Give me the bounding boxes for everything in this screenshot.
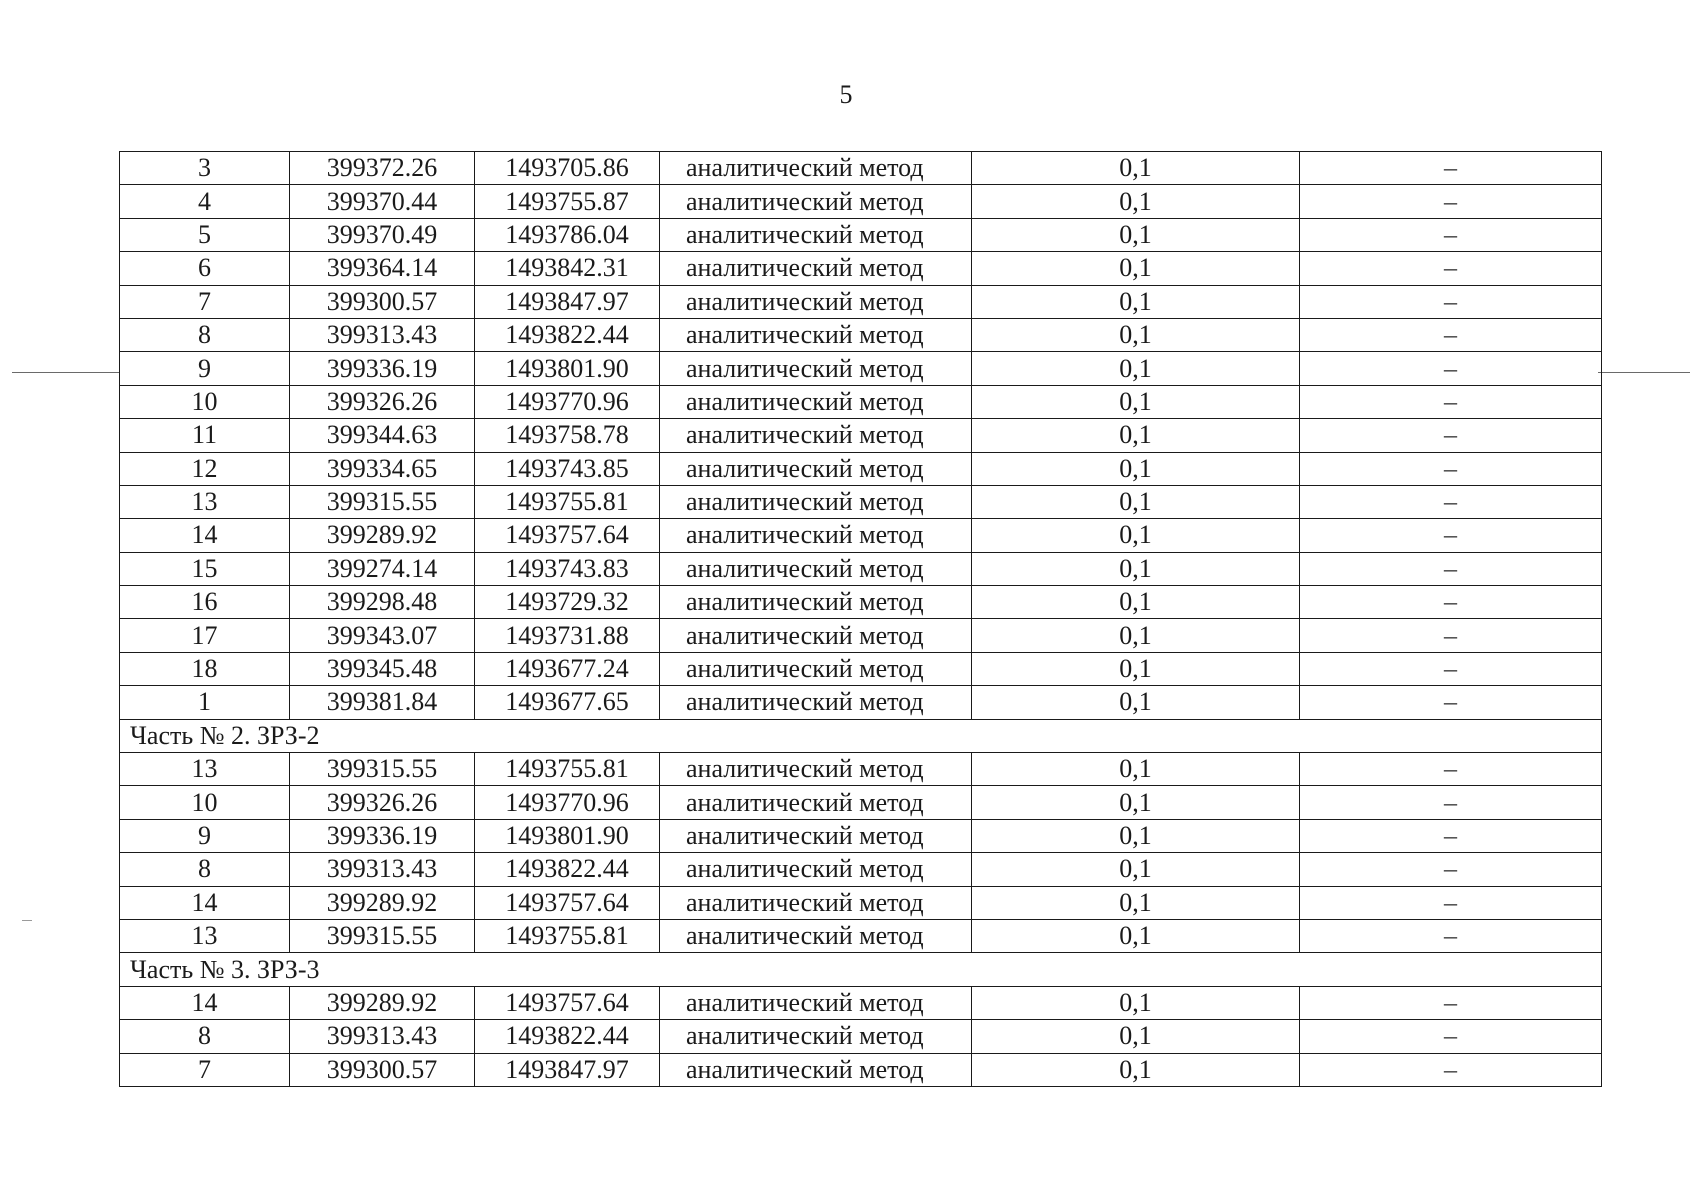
- method-cell: аналитический метод: [660, 352, 972, 385]
- method-cell: аналитический метод: [660, 1053, 972, 1086]
- accuracy-cell: 0,1: [972, 419, 1300, 452]
- point-number-cell: 9: [120, 352, 290, 385]
- accuracy-cell: 0,1: [972, 218, 1300, 251]
- description-cell: –: [1300, 552, 1602, 585]
- table-row: [120, 152, 1602, 185]
- coordinate-y-cell: 1493770.96: [475, 786, 660, 819]
- table-row: [120, 485, 1602, 518]
- accuracy-cell: 0,1: [972, 886, 1300, 919]
- coordinate-x-cell: 399381.84: [290, 686, 475, 719]
- point-number-cell: 13: [120, 753, 290, 786]
- accuracy-cell: 0,1: [972, 1053, 1300, 1086]
- coordinate-x-cell: 399326.26: [290, 385, 475, 418]
- accuracy-cell: 0,1: [972, 753, 1300, 786]
- coordinate-y-cell: 1493755.81: [475, 753, 660, 786]
- table-row: [120, 919, 1602, 952]
- table-row: [120, 318, 1602, 351]
- coordinate-x-cell: 399315.55: [290, 919, 475, 952]
- section-title: Часть № 3. ЗРЗ-3: [120, 953, 1602, 986]
- table-row: [120, 519, 1602, 552]
- table-row: [120, 1053, 1602, 1086]
- table-row: [120, 753, 1602, 786]
- accuracy-cell: 0,1: [972, 452, 1300, 485]
- point-number-cell: 8: [120, 1020, 290, 1053]
- accuracy-cell: 0,1: [972, 652, 1300, 685]
- method-cell: аналитический метод: [660, 886, 972, 919]
- coordinate-x-cell: 399364.14: [290, 252, 475, 285]
- coordinate-x-cell: 399315.55: [290, 485, 475, 518]
- coordinate-x-cell: 399298.48: [290, 586, 475, 619]
- point-number-cell: 7: [120, 285, 290, 318]
- description-cell: –: [1300, 218, 1602, 251]
- section-title: Часть № 2. ЗРЗ-2: [120, 719, 1602, 752]
- point-number-cell: 7: [120, 1053, 290, 1086]
- coordinate-x-cell: 399289.92: [290, 986, 475, 1019]
- point-number-cell: 13: [120, 485, 290, 518]
- point-number-cell: 1: [120, 686, 290, 719]
- table-row: [120, 619, 1602, 652]
- description-cell: –: [1300, 452, 1602, 485]
- table-row: [120, 285, 1602, 318]
- description-cell: –: [1300, 152, 1602, 185]
- coordinate-y-cell: 1493677.65: [475, 686, 660, 719]
- description-cell: –: [1300, 853, 1602, 886]
- table-row: [120, 819, 1602, 852]
- point-number-cell: 5: [120, 218, 290, 251]
- coordinate-x-cell: 399289.92: [290, 886, 475, 919]
- point-number-cell: 12: [120, 452, 290, 485]
- coordinate-x-cell: 399313.43: [290, 318, 475, 351]
- table-row: [120, 352, 1602, 385]
- method-cell: аналитический метод: [660, 652, 972, 685]
- accuracy-cell: 0,1: [972, 986, 1300, 1019]
- point-number-cell: 3: [120, 152, 290, 185]
- accuracy-cell: 0,1: [972, 252, 1300, 285]
- description-cell: –: [1300, 586, 1602, 619]
- method-cell: аналитический метод: [660, 1020, 972, 1053]
- accuracy-cell: 0,1: [972, 1020, 1300, 1053]
- coordinate-x-cell: 399300.57: [290, 285, 475, 318]
- coordinate-y-cell: 1493847.97: [475, 1053, 660, 1086]
- coordinate-y-cell: 1493758.78: [475, 419, 660, 452]
- coordinate-y-cell: 1493755.87: [475, 185, 660, 218]
- accuracy-cell: 0,1: [972, 586, 1300, 619]
- method-cell: аналитический метод: [660, 919, 972, 952]
- coordinate-x-cell: 399315.55: [290, 753, 475, 786]
- section-row: [120, 953, 1602, 986]
- description-cell: –: [1300, 385, 1602, 418]
- description-cell: –: [1300, 686, 1602, 719]
- table-row: [120, 1020, 1602, 1053]
- table-row: [120, 686, 1602, 719]
- coordinate-x-cell: 399336.19: [290, 819, 475, 852]
- point-number-cell: 11: [120, 419, 290, 452]
- coordinate-x-cell: 399300.57: [290, 1053, 475, 1086]
- coordinate-y-cell: 1493786.04: [475, 218, 660, 251]
- table-row: [120, 385, 1602, 418]
- point-number-cell: 8: [120, 853, 290, 886]
- description-cell: –: [1300, 619, 1602, 652]
- table-row: [120, 218, 1602, 251]
- accuracy-cell: 0,1: [972, 819, 1300, 852]
- method-cell: аналитический метод: [660, 485, 972, 518]
- coordinate-y-cell: 1493755.81: [475, 485, 660, 518]
- accuracy-cell: 0,1: [972, 619, 1300, 652]
- accuracy-cell: 0,1: [972, 185, 1300, 218]
- coordinate-x-cell: 399289.92: [290, 519, 475, 552]
- accuracy-cell: 0,1: [972, 352, 1300, 385]
- scan-artifact-dot: [22, 920, 32, 921]
- table-row: [120, 252, 1602, 285]
- description-cell: –: [1300, 419, 1602, 452]
- accuracy-cell: 0,1: [972, 385, 1300, 418]
- description-cell: –: [1300, 986, 1602, 1019]
- point-number-cell: 14: [120, 886, 290, 919]
- point-number-cell: 15: [120, 552, 290, 585]
- description-cell: –: [1300, 1020, 1602, 1053]
- coordinates-table-body: [120, 152, 1602, 1087]
- description-cell: –: [1300, 285, 1602, 318]
- method-cell: аналитический метод: [660, 385, 972, 418]
- section-row: [120, 719, 1602, 752]
- coordinate-y-cell: 1493705.86: [475, 152, 660, 185]
- table-row: [120, 419, 1602, 452]
- accuracy-cell: 0,1: [972, 786, 1300, 819]
- coordinate-x-cell: 399345.48: [290, 652, 475, 685]
- method-cell: аналитический метод: [660, 853, 972, 886]
- description-cell: –: [1300, 252, 1602, 285]
- point-number-cell: 14: [120, 519, 290, 552]
- description-cell: –: [1300, 819, 1602, 852]
- description-cell: –: [1300, 352, 1602, 385]
- coordinate-x-cell: 399334.65: [290, 452, 475, 485]
- table-row: [120, 886, 1602, 919]
- accuracy-cell: 0,1: [972, 919, 1300, 952]
- table-row: [120, 586, 1602, 619]
- coordinate-y-cell: 1493743.85: [475, 452, 660, 485]
- description-cell: –: [1300, 318, 1602, 351]
- point-number-cell: 16: [120, 586, 290, 619]
- description-cell: –: [1300, 786, 1602, 819]
- description-cell: –: [1300, 886, 1602, 919]
- coordinate-x-cell: 399370.49: [290, 218, 475, 251]
- method-cell: аналитический метод: [660, 285, 972, 318]
- accuracy-cell: 0,1: [972, 853, 1300, 886]
- coordinate-y-cell: 1493757.64: [475, 886, 660, 919]
- coordinate-y-cell: 1493757.64: [475, 519, 660, 552]
- description-cell: –: [1300, 919, 1602, 952]
- point-number-cell: 9: [120, 819, 290, 852]
- coordinate-y-cell: 1493842.31: [475, 252, 660, 285]
- method-cell: аналитический метод: [660, 452, 972, 485]
- coordinate-x-cell: 399343.07: [290, 619, 475, 652]
- description-cell: –: [1300, 485, 1602, 518]
- accuracy-cell: 0,1: [972, 485, 1300, 518]
- table-row: [120, 185, 1602, 218]
- coordinate-y-cell: 1493822.44: [475, 853, 660, 886]
- method-cell: аналитический метод: [660, 552, 972, 585]
- coordinate-y-cell: 1493743.83: [475, 552, 660, 585]
- method-cell: аналитический метод: [660, 218, 972, 251]
- method-cell: аналитический метод: [660, 786, 972, 819]
- coordinate-y-cell: 1493755.81: [475, 919, 660, 952]
- accuracy-cell: 0,1: [972, 552, 1300, 585]
- table-row: [120, 652, 1602, 685]
- table-row: [120, 552, 1602, 585]
- accuracy-cell: 0,1: [972, 152, 1300, 185]
- coordinate-y-cell: 1493729.32: [475, 586, 660, 619]
- point-number-cell: 8: [120, 318, 290, 351]
- point-number-cell: 13: [120, 919, 290, 952]
- scan-artifact-line: [1598, 372, 1690, 373]
- point-number-cell: 17: [120, 619, 290, 652]
- coordinate-x-cell: 399313.43: [290, 853, 475, 886]
- coordinates-table: [119, 151, 1602, 1087]
- coordinate-y-cell: 1493822.44: [475, 318, 660, 351]
- method-cell: аналитический метод: [660, 619, 972, 652]
- coordinate-y-cell: 1493677.24: [475, 652, 660, 685]
- method-cell: аналитический метод: [660, 586, 972, 619]
- method-cell: аналитический метод: [660, 252, 972, 285]
- description-cell: –: [1300, 652, 1602, 685]
- coordinate-y-cell: 1493801.90: [475, 819, 660, 852]
- method-cell: аналитический метод: [660, 318, 972, 351]
- page-number: 5: [839, 80, 853, 109]
- coordinate-x-cell: 399336.19: [290, 352, 475, 385]
- table-row: [120, 853, 1602, 886]
- coordinate-x-cell: 399372.26: [290, 152, 475, 185]
- method-cell: аналитический метод: [660, 419, 972, 452]
- method-cell: аналитический метод: [660, 519, 972, 552]
- description-cell: –: [1300, 753, 1602, 786]
- description-cell: –: [1300, 1053, 1602, 1086]
- method-cell: аналитический метод: [660, 753, 972, 786]
- accuracy-cell: 0,1: [972, 686, 1300, 719]
- scan-artifact-line: [12, 372, 120, 373]
- table-row: [120, 786, 1602, 819]
- accuracy-cell: 0,1: [972, 318, 1300, 351]
- point-number-cell: 6: [120, 252, 290, 285]
- method-cell: аналитический метод: [660, 686, 972, 719]
- method-cell: аналитический метод: [660, 152, 972, 185]
- coordinate-x-cell: 399370.44: [290, 185, 475, 218]
- coordinate-x-cell: 399313.43: [290, 1020, 475, 1053]
- coordinate-y-cell: 1493757.64: [475, 986, 660, 1019]
- description-cell: –: [1300, 185, 1602, 218]
- accuracy-cell: 0,1: [972, 285, 1300, 318]
- table-row: [120, 452, 1602, 485]
- coordinate-x-cell: 399274.14: [290, 552, 475, 585]
- coordinate-y-cell: 1493731.88: [475, 619, 660, 652]
- point-number-cell: 10: [120, 786, 290, 819]
- method-cell: аналитический метод: [660, 819, 972, 852]
- coordinate-y-cell: 1493770.96: [475, 385, 660, 418]
- point-number-cell: 14: [120, 986, 290, 1019]
- point-number-cell: 18: [120, 652, 290, 685]
- method-cell: аналитический метод: [660, 986, 972, 1019]
- point-number-cell: 4: [120, 185, 290, 218]
- method-cell: аналитический метод: [660, 185, 972, 218]
- point-number-cell: 10: [120, 385, 290, 418]
- description-cell: –: [1300, 519, 1602, 552]
- coordinate-x-cell: 399344.63: [290, 419, 475, 452]
- accuracy-cell: 0,1: [972, 519, 1300, 552]
- coordinate-y-cell: 1493847.97: [475, 285, 660, 318]
- table-row: [120, 986, 1602, 1019]
- coordinate-x-cell: 399326.26: [290, 786, 475, 819]
- coordinate-y-cell: 1493801.90: [475, 352, 660, 385]
- coordinate-y-cell: 1493822.44: [475, 1020, 660, 1053]
